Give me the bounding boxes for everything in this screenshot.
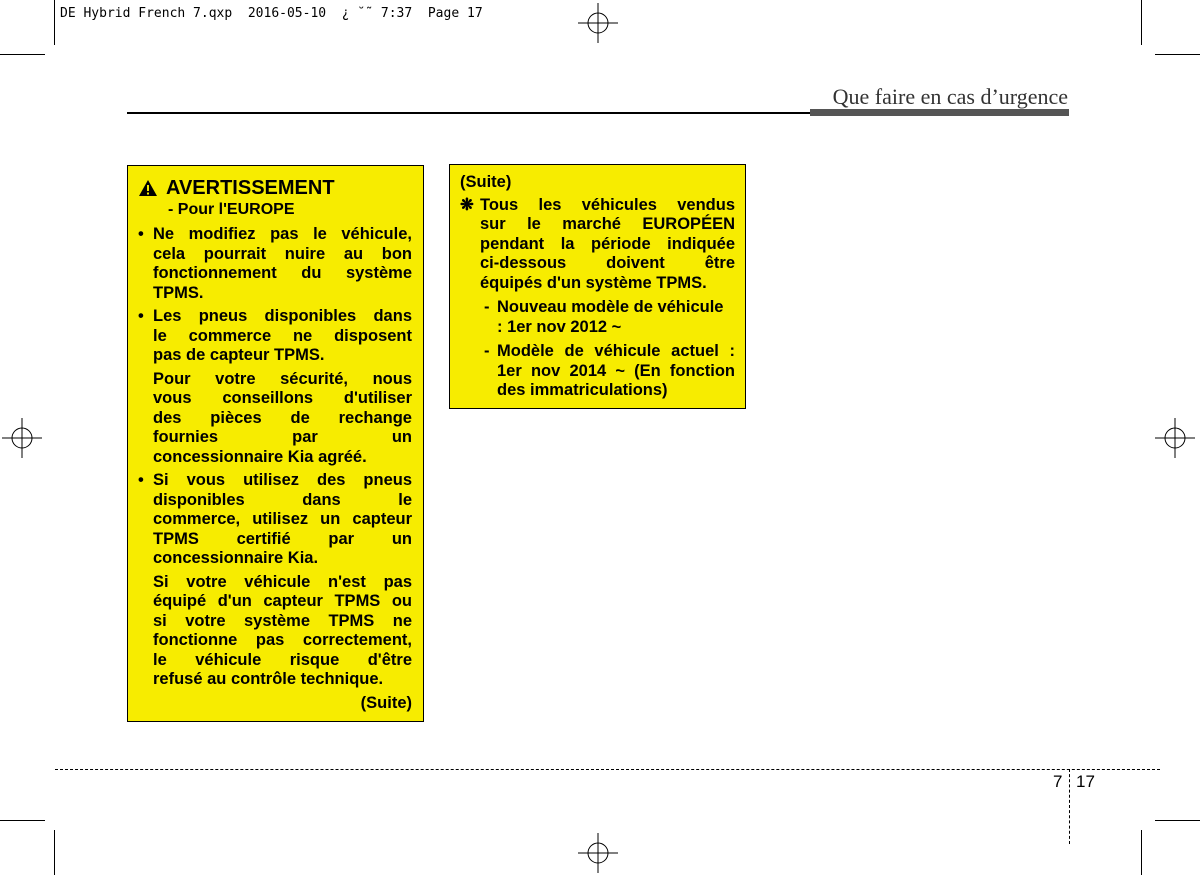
list-item: • Les pneus disponibles dans le commerce ne disposent pas de capteur TPMS. [138, 307, 412, 364]
list-item: • Ne modifiez pas le véhicule, cela pourrait nuire au bon fonctionnement du système TPMS. [138, 225, 412, 302]
crop-mark [0, 820, 45, 821]
list-item: ❋ Tous les véhicules vendus sur le marché EUROPÉEN pendant la période indiquée ci-dessous doivent être équipés d'un système TPMS. [460, 195, 735, 292]
registration-mark-icon [1155, 418, 1195, 458]
bullet-icon: • [138, 471, 144, 489]
crop-mark [54, 0, 55, 45]
paragraph: Pour votre sécurité, nous vous conseillons d'utiliser des pièces de rechange fournies par un concessionnaire Kia agréé. [153, 369, 412, 466]
warning-title: AVERTISSEMENT [138, 176, 412, 200]
registration-mark-icon [2, 418, 42, 458]
dash-icon: - [484, 298, 490, 316]
warning-box [127, 165, 424, 722]
continuation-box [449, 164, 746, 409]
crop-mark [1141, 830, 1142, 875]
header-rule-accent [810, 109, 1069, 116]
dash-icon: - [484, 342, 490, 360]
list-item: - Modèle de véhicule actuel : 1er nov 2014 ~ (En fonction des immatriculations) [484, 342, 735, 399]
header-rule [127, 112, 810, 114]
footer-divider [1069, 769, 1070, 844]
crop-mark [1155, 54, 1200, 55]
warning-triangle-icon [138, 179, 158, 197]
registration-mark-icon [578, 3, 618, 43]
slug-line: DE Hybrid French 7.qxp 2016-05-10 ¿ ˘˜ 7:37 Page 17 [60, 6, 483, 21]
continued-label: (Suite) [360, 693, 412, 712]
asterisk-icon: ❋ [460, 195, 474, 214]
continuation-header: (Suite) [460, 173, 512, 191]
bullet-icon: • [138, 307, 144, 325]
list-item: - Nouveau modèle de véhicule : 1er nov 2012 ~ [484, 298, 724, 336]
crop-mark [54, 830, 55, 875]
paragraph: Si votre véhicule n'est pas équipé d'un capteur TPMS ou si votre système TPMS ne fonctionne pas correctement, le véhicule risque d'être refusé au contrôle technique. [153, 572, 412, 688]
crop-mark [1141, 0, 1142, 45]
page-number: 17 [1076, 772, 1095, 791]
list-item: • Si vous utilisez des pneus disponibles dans le commerce, utilisez un capteur TPMS certifié par un concessionnaire Kia. [138, 471, 412, 567]
crop-mark [0, 54, 45, 55]
section-title: Que faire en cas d’urgence [832, 84, 1068, 109]
warning-subtitle: - Pour l'EUROPE [168, 201, 295, 218]
registration-mark-icon [578, 833, 618, 873]
crop-mark [1155, 820, 1200, 821]
chapter-number: 7 [1053, 772, 1063, 791]
bullet-icon: • [138, 225, 144, 243]
footer-rule [55, 769, 1160, 770]
